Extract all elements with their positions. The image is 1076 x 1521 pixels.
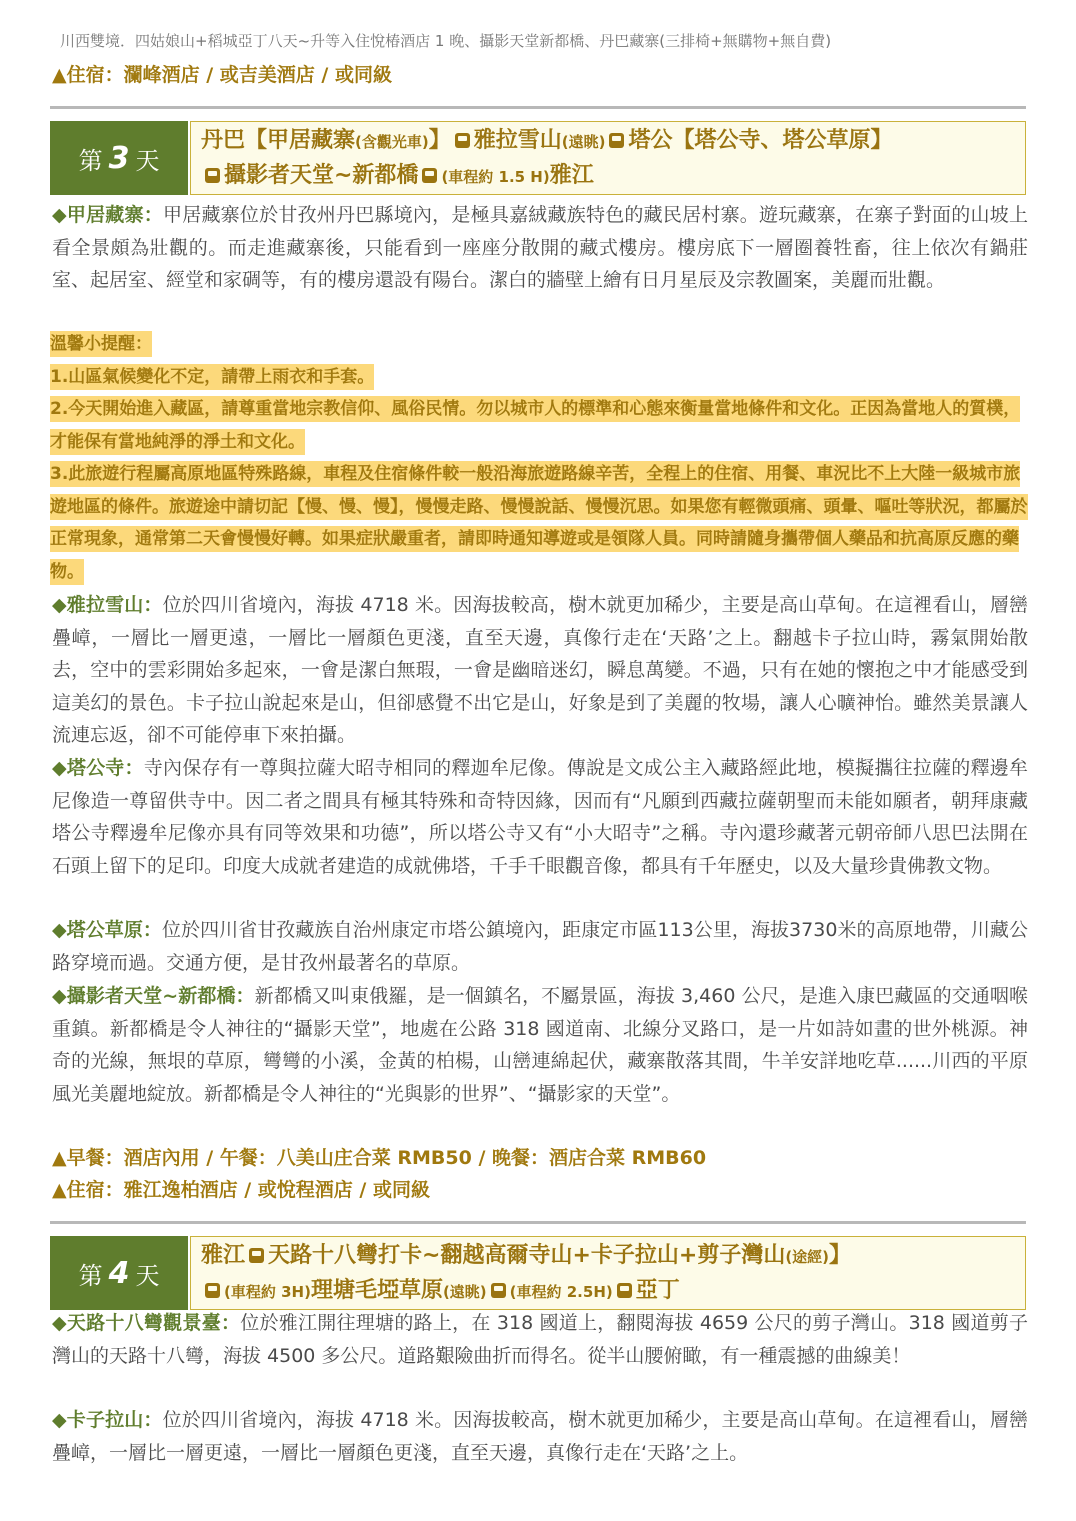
tagong-grassland-paragraph (52, 914, 1028, 979)
tagong-temple-paragraph (52, 752, 1028, 882)
xinduqiao-heading: ◆攝影者天堂~新都橋： (52, 985, 255, 1007)
day-label-prefix: 第 (78, 146, 103, 175)
yala-text: 位於四川省境內，海拔 4718 米。因海拔較高，樹木就更加稀少，主要是高山草甸。在這裡看山，層巒疊嶂，一層比一層更遠，一層比一層顏色更淺，直至天邊，真像行走在‘天路’之上。翻越卡子拉山時，霧氣開始散去，空中的雲彩開始多起來，一會是潔白無瑕，一會是幽暗迷幻，瞬息萬變。不過，只有在她的懷抱之中才能感受到這美幻的景色。卡子拉山說起來是山，但卻感覺不出它是山，好象是到了美麗的牧場，讓人心曠神怡。雖然美景讓人流連忘返，卻不可能停車下來拍攝。 (52, 594, 1028, 746)
bus-icon (205, 1283, 220, 1298)
route-segment: 】 (428, 128, 451, 153)
route-segment: (含觀光車) (355, 133, 429, 151)
tagong-temple-text: 寺內保存有一尊與拉薩大昭寺相同的釋迦牟尼像。傳說是文成公主入藏路經此地，模擬攜往拉薩的釋邊牟尼像造一尊留供寺中。因二者之間具有極其特殊和奇特因緣，因而有“凡願到西藏拉薩朝聖而未能如願者，朝拜康藏塔公寺釋邊牟尼像亦具有同等效果和功德”，所以塔公寺又有“小大昭寺”之稱。寺內還珍藏著元朝帝師八思巴法開在石頭上留下的足印。印度大成就者建造的成就佛塔，千手千眼觀音像，都具有千年歷史，以及大量珍貴佛教文物。 (52, 757, 1028, 877)
day3-route-line2 (201, 160, 594, 193)
route-segment: 理塘毛埡草原 (310, 1278, 443, 1303)
route-segment: (遠眺) (442, 1283, 487, 1301)
divider (50, 106, 1026, 109)
yala-paragraph (52, 589, 1028, 752)
day3-lodging: ▲住宿：雅江逸柏酒店 / 或悅程酒店 / 或同級 (52, 1179, 430, 1201)
day-label-prefix: 第 (78, 1261, 103, 1290)
route-segment: 丹巴【甲居藏寨 (201, 128, 356, 153)
route-segment: 塔公【塔公寺、塔公草原】 (628, 128, 893, 153)
itinerary-title: 川西雙境．四姑娘山+稻城亞丁八天~升等入住悅椿酒店 1 晚、攝影天堂新都橋、丹巴藏寨(三排椅+無購物+無自費) (60, 32, 832, 50)
tianlu-heading: ◆天路十八彎觀景臺： (52, 1312, 241, 1334)
tips-block (50, 328, 1028, 588)
tagong-temple-heading: ◆塔公寺： (52, 757, 144, 779)
jiaju-paragraph (52, 199, 1028, 297)
tips-title: 溫馨小提醒： (50, 331, 152, 357)
tianlu-paragraph (52, 1307, 1028, 1372)
route-segment: (車程約 1.5 H) (441, 168, 550, 186)
route-segment: 雅江 (201, 1243, 246, 1268)
jiaju-text: 甲居藏寨位於甘孜州丹巴縣境內，是極具嘉絨藏族特色的藏民居村寨。遊玩藏寨，在寨子對面的山坡上看全景頗為壯觀的。而走進藏寨後，只能看到一座座分散開的藏式樓房。樓房底下一層圈養牲畜，往上依次有鍋莊室、起居室、經堂和家碉等，有的樓房還設有陽台。潔白的牆壁上繪有日月星辰及宗教圖案，美麗而壯觀。 (52, 204, 1028, 291)
day4-badge (50, 1236, 188, 1310)
kazila-text: 位於四川省境內，海拔 4718 米。因海拔較高，樹木就更加稀少，主要是高山草甸。在這裡看山，層巒疊嶂，一層比一層更遠，一層比一層顏色更淺，直至天邊，真像行走在‘天路’之上。 (52, 1409, 1028, 1464)
day4-route-line2 (201, 1275, 680, 1308)
day3-header (50, 121, 1026, 195)
route-segment: 攝影者天堂~新都橋 (224, 163, 419, 188)
route-segment: 雅拉雪山 (473, 128, 562, 153)
tip-item: 3.此旅遊行程屬高原地區特殊路線，車程及住宿條件較一般沿海旅遊路線辛苦，全程上的住宿、用餐、車況比不上大陸一級城市旅遊地區的條件。旅遊途中請切記【慢、慢、慢】，慢慢走路、慢慢說話、慢慢沉思。如果您有輕微頭痛、頭暈、嘔吐等狀況，都屬於正常現象，通常第二天會慢慢好轉。如果症狀嚴重者，請即時通知導遊或是領隊人員。同時請隨身攜帶個人藥品和抗高原反應的藥物。 (50, 461, 1028, 585)
day3-badge (50, 121, 188, 195)
day-number: 3 (108, 140, 130, 176)
route-segment: (車程約 3H) (224, 1283, 311, 1301)
bus-icon (617, 1283, 632, 1298)
prev-day-lodging: ▲住宿：瀾峰酒店 / 或吉美酒店 / 或同級 (52, 64, 392, 86)
xinduqiao-paragraph (52, 980, 1028, 1110)
tagong-grassland-heading: ◆塔公草原： (52, 919, 162, 941)
route-segment: 天路十八彎打卡~翻越高爾寺山+卡子拉山+剪子灣山 (268, 1243, 786, 1268)
day4-route-line1 (201, 1240, 851, 1273)
kazila-paragraph (52, 1404, 1028, 1469)
bus-icon (609, 133, 624, 148)
day-label-suffix: 天 (135, 146, 160, 175)
route-segment: (遠眺) (561, 133, 606, 151)
day3-meals: ▲早餐：酒店內用 / 午餐：八美山庄合菜 RMB50 / 晚餐：酒店合菜 RMB60 (52, 1147, 707, 1169)
route-segment: (車程約 2.5H) (509, 1283, 613, 1301)
jiaju-heading: ◆甲居藏寨： (52, 204, 163, 226)
day3-route-line1 (201, 125, 893, 158)
bus-icon (205, 168, 220, 183)
yala-heading: ◆雅拉雪山： (52, 594, 163, 616)
day-label-suffix: 天 (135, 1261, 160, 1290)
divider (50, 1221, 1026, 1224)
xinduqiao-text: 新都橋又叫東俄羅，是一個鎮名，不屬景區，海拔 3,460 公尺，是進入康巴藏區的交通咽喉重鎮。新都橋是令人神往的“攝影天堂”，地處在公路 318 國道南、北線分叉路口，是一片如詩如畫的世外桃源。神奇的光線，無垠的草原，彎彎的小溪，金黃的柏楊，山巒連綿起伏，藏寨散落其間，牛羊安詳地吃草......川西的平原風光美麗地綻放。新都橋是令人神往的“光與影的世界”、“攝影家的天堂”。 (52, 985, 1028, 1105)
kazila-heading: ◆卡子拉山： (52, 1409, 163, 1431)
day3-route-box (190, 121, 1026, 195)
bus-icon (455, 133, 470, 148)
route-segment: 亞丁 (635, 1278, 680, 1303)
tip-item: 1.山區氣候變化不定，請帶上雨衣和手套。 (50, 364, 374, 390)
tip-item: 2.今天開始進入藏區，請尊重當地宗教信仰、風俗民情。勿以城市人的標準和心態來衡量當地條件和文化。正因為當地人的質樸，才能保有當地純淨的淨土和文化。 (50, 396, 1020, 455)
route-segment: 雅江 (549, 163, 594, 188)
tagong-grassland-text: 位於四川省甘孜藏族自治州康定市塔公鎮境內，距康定市區113公里，海拔3730米的高原地帶，川藏公路穿境而過。交通方便，是甘孜州最著名的草原。 (52, 919, 1028, 974)
route-segment: (途經) (785, 1248, 830, 1266)
day4-route-box (190, 1236, 1026, 1310)
bus-icon (249, 1248, 264, 1263)
day4-header (50, 1236, 1026, 1310)
route-segment: 】 (829, 1243, 852, 1268)
tianlu-text: 位於雅江開往理塘的路上，在 318 國道上，翻閱海拔 4659 公尺的剪子灣山。318 國道剪子灣山的天路十八彎，海拔 4500 多公尺。道路艱險曲折而得名。從半山腰俯瞰，有一種震撼的曲線美！ (52, 1312, 1028, 1367)
bus-icon (491, 1283, 506, 1298)
bus-icon (422, 168, 437, 183)
day-number: 4 (108, 1255, 130, 1291)
